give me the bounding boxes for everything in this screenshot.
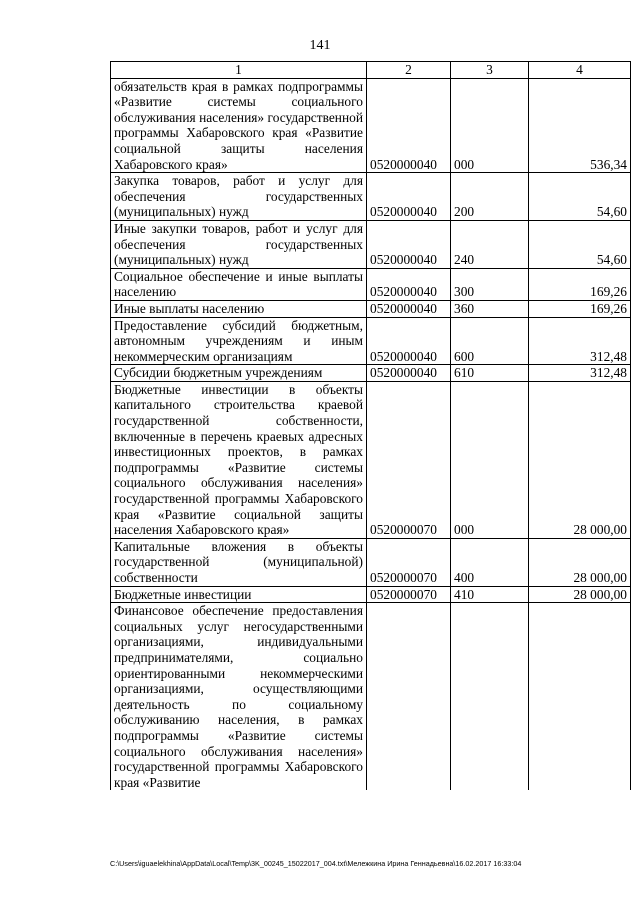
row-type: 600 xyxy=(451,317,529,365)
table-header-row xyxy=(111,62,631,79)
row-name: Закупка товаров, работ и услуг для обеспечения государственных (муниципальных) нужд xyxy=(111,173,367,221)
row-amount: 536,34 xyxy=(529,78,631,173)
row-type xyxy=(451,603,529,791)
row-amount: 28 000,00 xyxy=(529,538,631,586)
table-row xyxy=(111,268,631,300)
row-code: 0520000040 xyxy=(367,365,451,382)
column-header-code: 2 xyxy=(367,62,451,79)
row-type: 240 xyxy=(451,220,529,268)
row-code: 0520000070 xyxy=(367,381,451,538)
row-code: 0520000070 xyxy=(367,586,451,603)
row-type: 410 xyxy=(451,586,529,603)
table-row xyxy=(111,365,631,382)
table-row xyxy=(111,538,631,586)
row-type: 300 xyxy=(451,268,529,300)
row-name: Бюджетные инвестиции в объекты капитального строительства краевой государственной собственности, включенные в перечень краевых адресных инвестиционных проектов, в рамках подпрограммы «Развитие системы социального обслуживания населения» государственной программы Хабаровского края «Развитие социальной защиты населения Хабаровского края» xyxy=(111,381,367,538)
row-code: 0520000040 xyxy=(367,173,451,221)
column-header-amount: 4 xyxy=(529,62,631,79)
row-amount: 169,26 xyxy=(529,300,631,317)
row-name: Иные закупки товаров, работ и услуг для обеспечения государственных (муниципальных) нужд xyxy=(111,220,367,268)
row-type: 000 xyxy=(451,381,529,538)
budget-table xyxy=(110,61,631,790)
row-name: Бюджетные инвестиции xyxy=(111,586,367,603)
row-name: Субсидии бюджетным учреждениям xyxy=(111,365,367,382)
column-header-type: 3 xyxy=(451,62,529,79)
row-code: 0520000040 xyxy=(367,268,451,300)
table-row xyxy=(111,586,631,603)
row-amount: 169,26 xyxy=(529,268,631,300)
table-row xyxy=(111,220,631,268)
row-code: 0520000040 xyxy=(367,317,451,365)
row-amount: 28 000,00 xyxy=(529,586,631,603)
row-amount: 312,48 xyxy=(529,317,631,365)
row-type: 200 xyxy=(451,173,529,221)
column-header-name: 1 xyxy=(111,62,367,79)
row-type: 400 xyxy=(451,538,529,586)
row-type: 360 xyxy=(451,300,529,317)
row-amount: 54,60 xyxy=(529,220,631,268)
file-path-footer: C:\Users\iguaelekhina\AppData\Local\Temp\3K_00245_15022017_004.txt\Мележкина Ирина Геннадьевна\16.02.2017 16:33:04 xyxy=(110,859,522,868)
row-code: 0520000040 xyxy=(367,300,451,317)
row-name: Капитальные вложения в объекты государственной (муниципальной) собственности xyxy=(111,538,367,586)
row-code: 0520000040 xyxy=(367,220,451,268)
table-row xyxy=(111,381,631,538)
table-row xyxy=(111,317,631,365)
row-code: 0520000070 xyxy=(367,538,451,586)
row-name: Финансовое обеспечение предоставления социальных услуг негосударственными организациями, индивидуальными предпринимателями, социально ориентированными некоммерческими организациями, осуществляющими деятельность по социальному обслуживанию населения, в рамках подпрограммы «Развитие системы социального обслуживания населения» государственной программы Хабаровского края «Развитие xyxy=(111,603,367,791)
row-amount: 28 000,00 xyxy=(529,381,631,538)
row-name: обязательств края в рамках подпрограммы «Развитие системы социального обслуживания населения» государственной программы Хабаровского края «Развитие социальной защиты населения Хабаровского края» xyxy=(111,78,367,173)
page-number: 141 xyxy=(309,38,331,53)
table-row xyxy=(111,603,631,791)
table-row xyxy=(111,300,631,317)
row-amount xyxy=(529,603,631,791)
row-amount: 312,48 xyxy=(529,365,631,382)
row-code xyxy=(367,603,451,791)
row-name: Предоставление субсидий бюджетным, автономным учреждениям и иным некоммерческим организациям xyxy=(111,317,367,365)
row-name: Социальное обеспечение и иные выплаты населению xyxy=(111,268,367,300)
row-name: Иные выплаты населению xyxy=(111,300,367,317)
table-row xyxy=(111,78,631,173)
row-amount: 54,60 xyxy=(529,173,631,221)
row-code: 0520000040 xyxy=(367,78,451,173)
row-type: 000 xyxy=(451,78,529,173)
row-type: 610 xyxy=(451,365,529,382)
table-row xyxy=(111,173,631,221)
